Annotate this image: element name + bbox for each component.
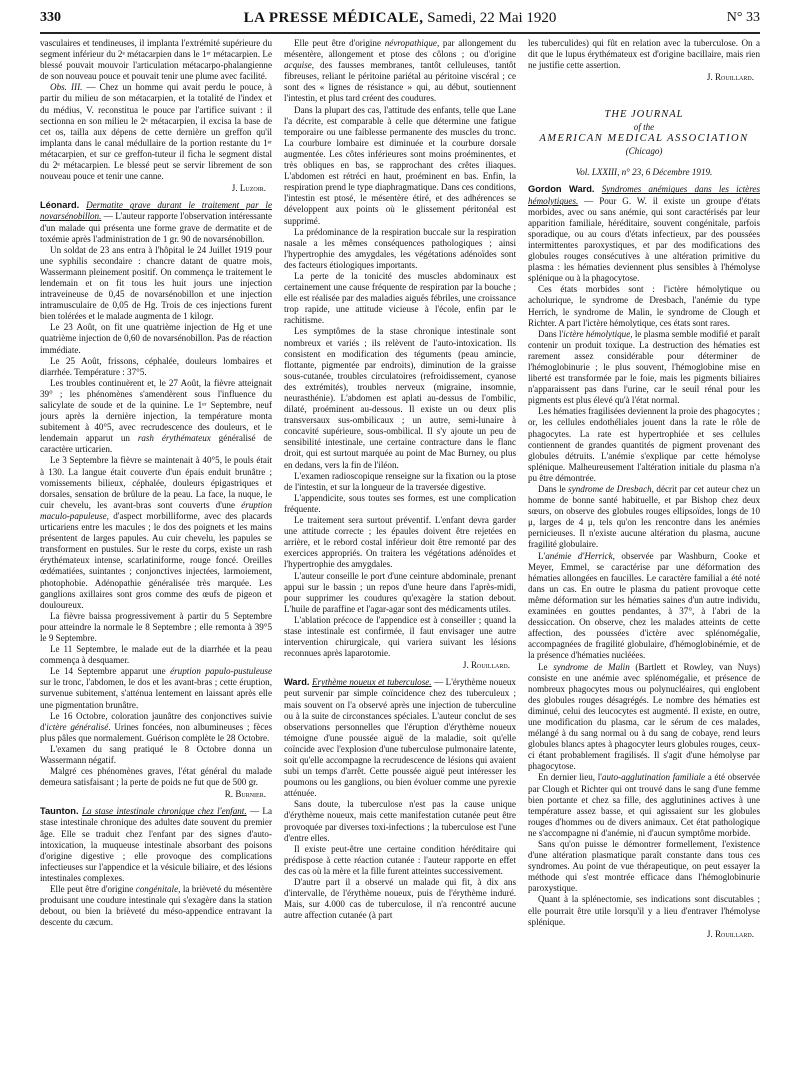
author-signature: R. Burnier. (224, 789, 266, 800)
paragraph: vasculaires et tendineuses, il implanta l'extrémité supérieure du segment inférieur du 2ᵉ métacarpien dans le 1ᵉʳ métacarpien. Le blessé pouvait mouvoir l'articulation métacarpo-phalangienne de son nouveau pouce et pouvait tenir une plume avec facilité. (40, 38, 272, 82)
paragraph: Le 16 Octobre, coloration jaunâtre des conjonctives suivie d'ictère généralisé. Urines foncées, non albumineuses ; fèces plus pâles que normalement. Guérison complète le 28 Octobre. (40, 710, 272, 743)
column-left (40, 38, 272, 1078)
journal-section-heading (528, 109, 760, 157)
author-signature: J. Rouillard. (706, 72, 754, 83)
journal-name-line: AMERICAN MEDICAL ASSOCIATION (539, 133, 749, 145)
issue-number: N° 33 (726, 10, 760, 25)
paragraph: L'ablation précoce de l'appendice est à conseiller ; quand la stase intestinale est confirmée, il faut envisager une autre intervention chirurgicale, qui variera suivant les lésions reconnues après laparotomie. (284, 614, 516, 659)
paragraph: En dernier lieu, l'auto-agglutination familiale a été observée par Clough et Richter qui ont trouvé dans le sang d'une femme bien portante et chez sa fille, des agglutinines actives à une température assez basse, et qui agissaient sur les globules rouges d'hommes ou de divers animaux. Cet état pathologique ne s'accompagne ni d'anémie, ni d'aucun symptôme morbide. (528, 772, 760, 838)
author-signature: J. Rouillard. (462, 660, 510, 671)
paragraph: La perte de la tonicité des muscles abdominaux est certainement une cause fréquente de respiration par la bouche ; elle est réalisée par des maladies aiguës fébriles, une croissance trop rapide, une attitude vicieuse à l'école, enfin par le rachitisme. (284, 270, 516, 326)
paragraph: La prédominance de la respiration buccale sur la respiration nasale a les mêmes conséquences pathologiques ; ainsi l'hypertrophie des amygdales, les végétations adénoïdes sont des facteurs étiologiques importants. (284, 226, 516, 270)
paragraph: Le 23 Août, on fit une quatrième injection de Hg et une quatrième injection de 0,60 de novarsénobillon. Pas de réaction immédiate. (40, 322, 272, 355)
article-title: Syndromes anémiques dans les ictères hémolytiques. (528, 184, 760, 206)
running-title (40, 10, 760, 27)
paragraph: Ces états morbides sont : l'ictère hémolytique ou acholurique, le syndrome de Dresbach, l'anémie du type Herrich, le syndrome de Malin, le syndrome de Clough et Richter. A part l'ictère hémolytique, ces états sont rares. (528, 284, 760, 328)
journal-name-line: THE JOURNAL (604, 109, 684, 121)
paragraph: D'autre part il a observé un malade qui fit, à dix ans d'intervalle, de l'érythème noueux, puis de l'érythème induré. Mais, sur 4.000 cas de tuberculose, il n'a rencontré aucune autre affection cutanée (à part (284, 877, 516, 921)
paragraph: L'examen radioscopique renseigne sur la fixation ou la ptose de l'intestin, et sur la longueur de la traversée digestive. (284, 470, 516, 492)
paragraph: Les troubles continuèrent et, le 27 Août, la fièvre atteignait 39° ; les phénomènes s'amendèrent sous l'influence du salicylate de soude et de la quinine. Le 1ᵉʳ Septembre, neuf jours après la dernière injection, la température monta subitement à 40°5, avec recrudescence des douleurs, et le lendemain apparut un rash érythémateux généralisé de caractère urticarien. (40, 377, 272, 455)
paragraph: L'auteur conseille le port d'une ceinture abdominale, prenant appui sur le bassin ; un repos d'une heure dans l'après-midi, pour supprimer les coudures qu'exagère la station debout. L'huile de paraffine et l'agar-agar sont des médicaments utiles. (284, 570, 516, 614)
article-title: Erythème noueux et tuberculose. (312, 677, 432, 688)
page-number: 330 (40, 10, 61, 25)
article-author: Gordon Ward. (528, 184, 595, 195)
author-signature: J. Rouillard. (706, 928, 754, 939)
column-middle (284, 38, 516, 1078)
paragraph: Les symptômes de la stase chronique intestinale sont nombreux et variés ; ils relèvent de l'auto-intoxication. Ils consistent en modification des téguments (peau amincie, flottante, pigmentée par endroits), diminution de la graisse sous-cutanée, troubles circulatoires (refroidissement, cyanose des extrémités), troubles nerveux (migraine, insomnie, neurasthénie). L'abdomen est aplati au-dessus de l'ombilic, dilaté, proéminent au-dessous. Il existe un ou deux plis transversaux sus-ombilicaux ; un autre, semi-lunaire à concavité supérieure, sous-ombilical. Il s'y ajoute un peu de sensibilité intestinale, une certaine contracture dans le flanc droit, qui est surtout marquée au point de Mac Burney, ou plus en dedans, vers la fin de l'iléon. (284, 326, 516, 470)
paragraph: Malgré ces phénomènes graves, l'état général du malade demeura satisfaisant ; la perte de poids ne fut que de 500 gr. (40, 766, 272, 788)
column-right (528, 38, 760, 1078)
paragraph: Il existe peut-être une certaine condition héréditaire qui prédispose à cette réaction cutanée : l'auteur rapporte en effet des cas où la mère et la fille furent atteintes successivement. (284, 843, 516, 876)
article-title: La stase intestinale chronique chez l'enfant. (81, 806, 247, 817)
paragraph: Les hématies fragilisées deviennent la proie des phagocytes ; or, les cellules endothéliales jouent dans la rate le rôle de phagocytes. La rate est hypertrophiée et ses cellules contiennent de grandes quantités de pigment provenant des globules détruits. L'anémie s'explique par cette hémolyse splénique. Malheureusement l'altération initiale du plasma n'a pu être démontrée. (528, 406, 760, 483)
article-heading: Léonard. Dermatite grave durant le traitement par le novarsénobillon. — L'auteur rapporte l'observation intéressante d'un malade qui présenta une forme grave de dermatite et de toxémie après l'administration de 1 gr. 90 de novarsénobillon. (40, 200, 272, 244)
paragraph: Dans le syndrome de Dresbach, décrit par cet auteur chez un homme de bonne santé habituelle, et par Bishop chez deux sœurs, on observe des globules rouges ellipsoïdes, longs de 10 μ, larges de 4 μ, tels qu'on les rencontre dans les anémies pernicieuses. Il n'existe aucune altération du plasma, aucune fragilité globulaire. (528, 484, 760, 550)
paragraph: Le traitement sera surtout préventif. L'enfant devra garder une attitude correcte ; les épaules doivent être rejetées en arrière, et le rebord costal inférieur doit être remonté par des exercices appropriés. On traitera les végétations adénoïdes et l'hypertrophie des amygdales. (284, 515, 516, 570)
paragraph: Quant à la splénectomie, ses indications sont discutables ; elle pourrait être utile lorsqu'il y a lieu d'entraver l'hémolyse splénique. (528, 894, 760, 927)
paragraph: Sans qu'on puisse le démontrer formellement, l'existence d'une altération plasmatique paraît constante dans tous ces syndromes. Au point de vue thérapeutique, on peut essayer la méthode qui s'est montrée efficace dans l'hémoglobinurie paroxystique. (528, 839, 760, 894)
paragraph: Le syndrome de Malin (Bartlett et Rowley, van Nuys) consiste en une anémie avec splénomégalie, et présence de nombreux phagocytes mous ou polynucléaires, qui englobent des globules rouges désagrégés. Le nombre des hématies est diminué, celui des leucocytes est augmenté. Il existe, en outre, une modification du plasma, car le sérum de ces malades, mélangé à du sang normal ou à du sang de cobaye, rend leurs globules blancs aptes à phagocyter leurs globules rouges, ceux-ci étant probablement fragilisés. Il s'agit d'une hémolyse par phagocytose. (528, 661, 760, 772)
paragraph: La fièvre baissa progressivement à partir du 5 Septembre pour atteindre la normale le 8 Septembre ; elle remonta à 39°5 le 9 Septembre. (40, 610, 272, 643)
article-title: Dermatite grave durant le traitement par le novarsénobillon. (40, 200, 272, 222)
paragraph: Dans la plupart des cas, l'attitude des enfants, telle que Lane l'a décrite, est comparable à celle que détermine une fatigue temporaire ou une faiblesse permanente des muscles du tronc. La courbure lombaire est diminuée et la courbure dorsale augmentée. Les côtes inférieures sont moins proéminentes, et très obliques en bas, se rapprochant des crêtes iliaques. L'abdomen est rétréci en haut, proéminent en bas. Enfin, la respiration prend le type diaphragmatique. Dans ces conditions, l'intestin est ptosé, le mésentère étiré, et des adhérences se développent aux points où le glissement péritonéal est supprimé. (284, 104, 516, 226)
paragraph: Le 25 Août, frissons, céphalée, douleurs lombaires et diarrhée. Température : 37°5. (40, 355, 272, 377)
journal-city: (Chicago) (625, 146, 663, 157)
volume-reference: Vol. LXXIII, n° 23, 6 Décembre 1919. (575, 167, 713, 178)
journal-name-line: of the (633, 122, 655, 133)
paragraph: Sans doute, la tuberculose n'est pas la cause unique d'érythème noueux, mais cette manifestation cutanée peut être provoquée par diverses toxi-infections ; la tuberculose est l'une d'entre elles. (284, 799, 516, 843)
paragraph: Elle peut être d'origine névropathique, par allongement du mésentère, allongement et ptose des côlons ; ou d'origine acquise, des fausses membranes, tantôt celluleuses, tantôt fibreuses, reliant le péritoine pariétal au péritoine viscéral ; ce sont des « lignes de résistance » qui, au début, soutiennent l'intestin, et plus tard créent des coudures. (284, 38, 516, 104)
paragraph: L'examen du sang pratiqué le 8 Octobre donna un Wassermann négatif. (40, 743, 272, 765)
paragraph: Un soldat de 23 ans entra à l'hôpital le 24 Juillet 1919 pour une syphilis secondaire : chancre datant de quatre mois, Wassermann pleinement positif. On commença le traitement le lendemain et on fit tous les huit jours une injection intraveineuse de 0,45 de novarsénobillon et une injection intramusculaire de 0,05 de Hg. Trois de ces injections furent bien tolérées et le malade augmenta de 1 kilogr. (40, 244, 272, 322)
paragraph: les tuberculides) qui fût en relation avec la tuberculose. On a dit que le lupus érythémateux est d'origine bacillaire, mais rien ne justifie cette assertion. (528, 38, 760, 71)
paragraph: Le 14 Septembre apparut une éruption papulo-pustuleuse sur le tronc, l'abdomen, le dos et les avant-bras ; cette éruption, survenue subitement, s'atténua lentement en laissant après elle une pigmentation brunâtre. (40, 666, 272, 710)
article-heading: Gordon Ward. Syndromes anémiques dans les ictères hémolytiques. — Pour G. W. il existe un groupe d'états morbides, avec ou sans anémie, qui sont caractérisés par leur apparition familiale, héréditaire, souvent congénitale, parfois sporadique, ou au cours d'états infectieux, par des poussées intermittentes paroxystiques, et par des modifications des globules rouges consécutives à une altération primitive du plasma : les hématies deviennent plus sensibles à l'hémolyse splénique ou à la phagocytose. (528, 184, 760, 284)
article-author: Léonard. (40, 200, 80, 211)
paragraph: L'appendicite, sous toutes ses formes, est une complication fréquente. (284, 492, 516, 514)
issue-date: Samedi, 22 Mai 1920 (427, 10, 557, 26)
paragraph: L'anémie d'Herrick, observée par Washburn, Cooke et Meyer, Emmel, se caractérise par une déformation des hématies allongées en faucilles. Le caractère familial a été noté dans un cas. En outre le plasma du patient provoque cette même déformation sur les hématies saines d'un autre individu, examinées en gouttes pendantes, à 37°, à l'abri de la dessiccation. On observe, chez les malades atteints de cette affection, des poussées d'ictère avec splénomégalie, accompagnées de fragilité globulaire, d'hémoglobinémie, et de la présence d'hématies nucléées. (528, 550, 760, 661)
paragraph: Elle peut être d'origine congénitale, la brièveté du mésentère produisant une coudure intestinale qui s'exagère dans la station debout, ou bien la brièveté du méso-appendice entravant la descente du cæcum. (40, 884, 272, 928)
paragraph: Le 3 Septembre la fièvre se maintenait à 40°5, le pouls était à 130. La langue était couverte d'un épais enduit brunâtre ; vomissements bilieux, céphalée, douleurs épigastriques et dorsales, sensation de brûlure de la peau. La face, la nuque, le cuir chevelu, les avant-bras sont couverts d'une éruption maculo-papuleuse, d'aspect morbilliforme, avec des placards urticariens entre les macules ; le dos des poignets et les mains présentent de larges papules. Au cuir chevelu, les papules se transforment en pustules. Sur le reste du corps, existe un rash érythémateux intense, scarlatiniforme, rouge foncé. Oreilles œdématiées, suintantes ; conjonctives injectées, larmoiement, photophobie. Adénopathie généralisée très marquée. Les ganglions axillaires sont gros comme des œufs de pigeon et douloureux. (40, 455, 272, 610)
author-signature: J. Luzoir. (231, 183, 266, 194)
article-author: Ward. (284, 677, 310, 688)
article-heading: Ward. Erythème noueux et tuberculose. — L'érythème noueux peut survenir par simple coïncidence chez des tuberculeux ; mais souvent on l'a observé après une injection de tuberculine ou à la suite de circonstances spéciales. L'auteur conclut de ses observations personnelles que l'éruption d'érythème noueux témoigne d'une poussée aiguë de la maladie, soit qu'elle coïncide avec l'explosion d'une tuberculose pulmonaire latente, soit qu'elle accompagne la recrudescence de lésions qui avaient subi un temps d'arrêt. Cette poussée aiguë peut intéresser les poumons ou les ganglions, ou bien évoluer comme une pyrexie atténuée. (284, 677, 516, 799)
paragraph: Dans l'ictère hémolytique, le plasma semble modifié et paraît contenir un produit toxique. La destruction des hématies est rarement assez considérable pour déterminer de l'hémoglobinurie ; le plus souvent, l'hémoglobine mise en liberté est transformée par le foie, mais les pigments biliaires n'apparaissent pas dans l'urine, car le seuil rénal pour les pigments est plus élevé qu'à l'état normal. (528, 328, 760, 406)
journal-title: LA PRESSE MÉDICALE, (243, 10, 424, 26)
paragraph: Le 11 Septembre, le malade eut de la diarrhée et la peau commença à desquamer. (40, 644, 272, 666)
paragraph: Obs. III. — Chez un homme qui avait perdu le pouce, à partir du milieu de son métacarpien, et la totalité de l'index et du médius, V. reconstitua le pouce par l'artifice suivant : il sectionna en son milieu le 2ᵉ métacarpien, il excisa la base de cet os, tailla aux dépens de cette dernière un greffon qu'il implanta dans le canal médullaire de la portion restante du 1ᵉʳ métacarpien, et sur ce greffon-tuteur il ficha le segment distal du 2ᵉ métacarpien. Le blessé peut se servir librement de son nouveau pouce et tenir une canne. (40, 82, 272, 182)
article-heading: Taunton. La stase intestinale chronique chez l'enfant. — La stase intestinale chronique des adultes date souvent du premier âge. Elle se traduit chez l'enfant par des signes d'auto-intoxication, la muqueuse intestinale absorbant des poisons d'origine digestive ; elle provoque des complications infectieuses sur l'appendice et la vésicule biliaire, et des lésions intestinales complexes. (40, 806, 272, 883)
page-header (40, 8, 760, 34)
observation-label: Obs. III. (50, 82, 83, 93)
article-author: Taunton. (40, 806, 79, 817)
